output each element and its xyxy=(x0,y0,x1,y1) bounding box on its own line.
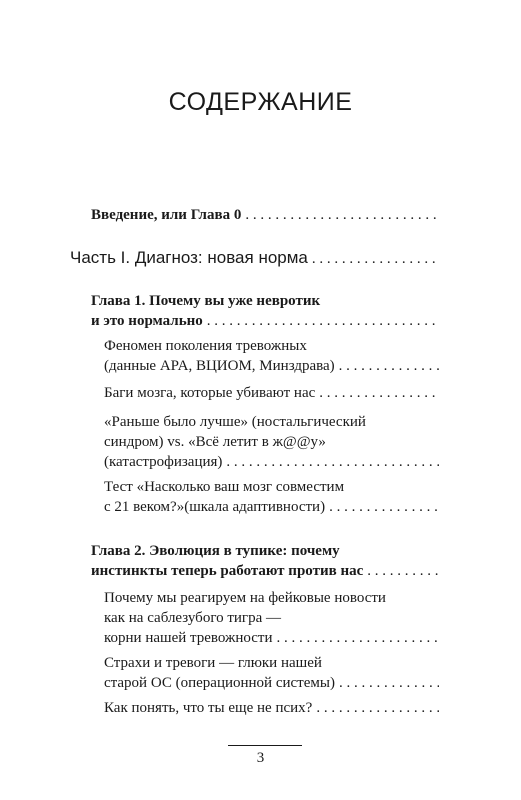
toc-entry-text: (катастрофизация) xyxy=(104,454,223,470)
toc-entry-text: Глава 1. Почему вы уже невротик xyxy=(91,293,321,309)
footer-rule xyxy=(228,745,302,746)
toc-entry-text: Феномен поколения тревожных xyxy=(104,338,307,354)
toc-line xyxy=(91,541,439,561)
page-number: 3 xyxy=(256,750,265,766)
toc-entry-part-1[interactable] xyxy=(70,247,439,270)
toc-entry-text: с 21 веком?»(шкала адаптивности) xyxy=(104,499,326,515)
leader-dots xyxy=(277,628,439,648)
page-title: СОДЕРЖАНИЕ xyxy=(168,88,353,116)
toc-entry-text: инстинкты теперь работают против нас xyxy=(91,563,364,579)
toc-line xyxy=(91,205,439,225)
toc-entry-text: Как понять, что ты еще не псих? xyxy=(104,700,313,716)
toc-line xyxy=(91,311,439,331)
toc-line xyxy=(104,336,439,356)
toc-line xyxy=(104,412,439,432)
toc-entry-text: старой ОС (операционной системы) xyxy=(104,675,335,691)
leader-dots xyxy=(245,205,439,225)
toc-line xyxy=(104,497,439,517)
toc-entry-chapter-2[interactable] xyxy=(91,541,439,581)
toc-entry-section[interactable] xyxy=(104,336,439,376)
toc-line xyxy=(104,653,439,673)
toc-entry-section[interactable] xyxy=(104,477,439,517)
leader-dots xyxy=(339,356,439,376)
toc-entry-chapter-1[interactable] xyxy=(91,291,439,331)
toc-line xyxy=(104,628,439,648)
toc-entry-section[interactable] xyxy=(104,588,439,648)
toc-entry-section[interactable] xyxy=(104,412,439,472)
toc-entry-text: Часть I. Диагноз: новая норма xyxy=(70,248,308,267)
toc-entry-text: Глава 2. Эволюция в тупике: почему xyxy=(91,543,340,559)
toc-entry-text: Тест «Насколько ваш мозг совместим xyxy=(104,479,345,495)
leader-dots xyxy=(339,673,439,693)
leader-dots xyxy=(226,452,439,472)
toc-entry-section[interactable] xyxy=(104,383,439,403)
toc-entry-text: «Раньше было лучше» (ностальгический xyxy=(104,414,366,430)
toc-entry-text: Введение, или Глава 0 xyxy=(91,207,242,223)
toc-entry-section[interactable] xyxy=(104,698,439,718)
toc-entry-section[interactable] xyxy=(104,653,439,693)
toc-line xyxy=(104,356,439,376)
toc-line xyxy=(104,452,439,472)
toc-line xyxy=(91,561,439,581)
toc-line xyxy=(104,698,439,718)
toc-entry-text: синдром) vs. «Всё летит в ж@@у» xyxy=(104,434,326,450)
toc-entry-text: и это нормально xyxy=(91,313,203,329)
toc-line xyxy=(104,588,439,608)
toc-line xyxy=(70,247,439,270)
toc-line xyxy=(104,608,439,628)
leader-dots xyxy=(319,383,439,403)
leader-dots xyxy=(316,698,439,718)
toc-entry-text: Почему мы реагируем на фейковые новости xyxy=(104,590,386,606)
toc-line xyxy=(104,432,439,452)
toc-line xyxy=(104,477,439,497)
toc-entry-text: (данные APA, ВЦИОМ, Минздрава) xyxy=(104,358,335,374)
toc-entry-text: Страхи и тревоги — глюки нашей xyxy=(104,655,322,671)
toc-line xyxy=(104,383,439,403)
leader-dots xyxy=(329,497,439,517)
toc-entry-text: Баги мозга, которые убивают нас xyxy=(104,385,316,401)
leader-dots xyxy=(367,561,439,581)
toc-entry-text: корни нашей тревожности xyxy=(104,630,273,646)
toc-entry-intro[interactable] xyxy=(91,205,439,225)
leader-dots xyxy=(312,248,439,270)
toc-entry-text: как на саблезубого тигра — xyxy=(104,610,281,626)
leader-dots xyxy=(207,311,439,331)
toc-line xyxy=(104,673,439,693)
toc-line xyxy=(91,291,439,311)
